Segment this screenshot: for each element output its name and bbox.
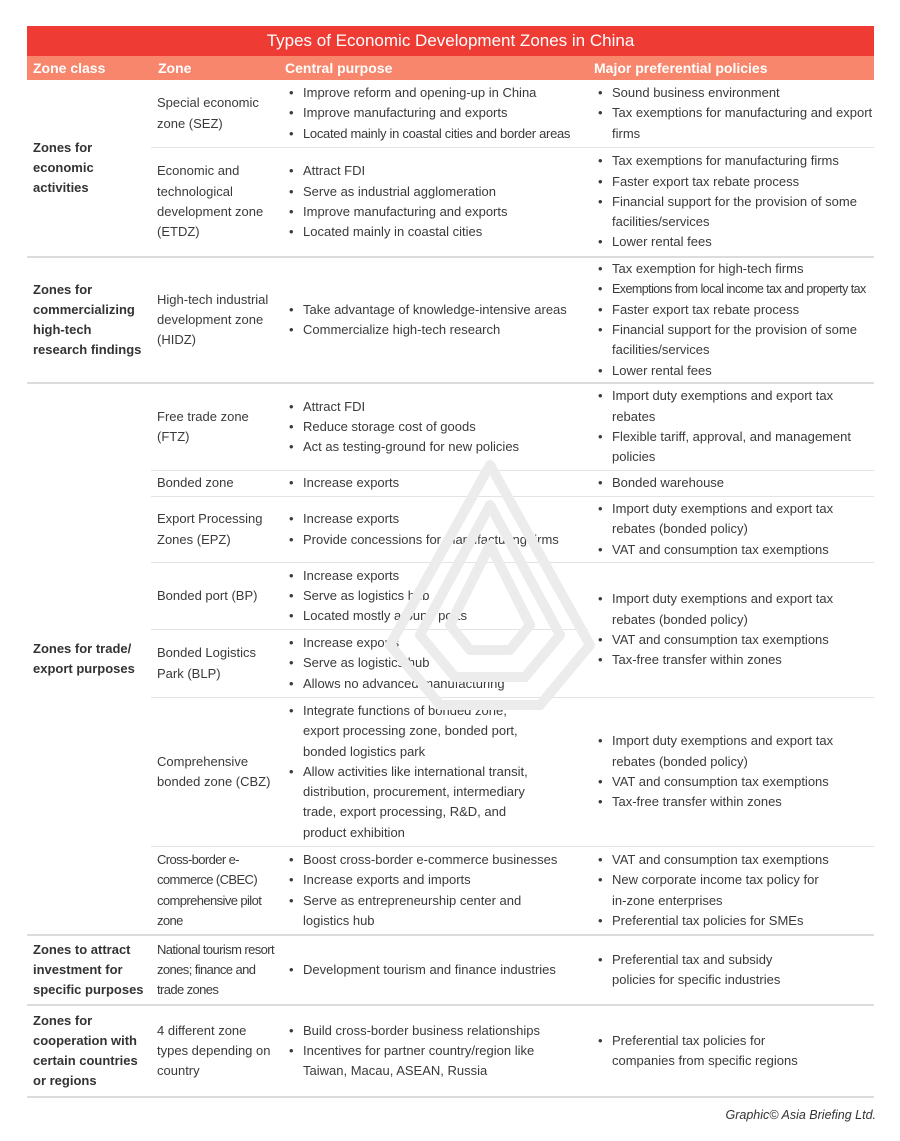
- table-row: [151, 1006, 874, 1096]
- policies-cell: [588, 258, 874, 382]
- group-high-tech: [27, 258, 874, 384]
- header-zone: Zone: [158, 60, 192, 76]
- purpose-cell: [279, 847, 588, 934]
- list-item: • Serve as industrial agglomeration: [285, 182, 508, 202]
- list-item: • Allows no advanced manufacturing: [285, 674, 505, 694]
- purpose-cell: [279, 384, 588, 470]
- table-header: [27, 56, 874, 80]
- list-item: • Financial support for the provision of some facilities/services: [594, 320, 874, 361]
- zone-name: Bonded port (BP): [157, 587, 258, 603]
- table-title: Types of Economic Development Zones in China: [27, 26, 874, 56]
- list-item: • Serve as entrepreneurship center and logistics hub: [285, 891, 557, 932]
- zone-name: Bonded Logistics Park (BLP): [157, 645, 257, 681]
- list-item: • Tax-free transfer within zones: [594, 650, 874, 670]
- list-item: • Increase exports: [285, 566, 467, 586]
- group-label: Zones for economic activities: [33, 140, 94, 195]
- purpose-cell: [279, 936, 588, 1004]
- zone-name: National tourism resort zones; finance and trade zones: [157, 941, 274, 998]
- list-item: • Act as testing-ground for new policies: [285, 437, 519, 457]
- group-label: Zones for commercializing high-tech research findings: [33, 282, 142, 357]
- list-item: • Take advantage of knowledge-intensive areas: [285, 300, 567, 320]
- list-item: • Boost cross-border e-commerce businesses: [285, 850, 557, 870]
- purpose-cell: [279, 80, 588, 147]
- list-item: • Import duty exemptions and export tax rebates (bonded policy): [594, 589, 874, 630]
- policies-cell: [588, 497, 874, 562]
- zone-name: Bonded zone: [157, 475, 234, 491]
- list-item: • Import duty exemptions and export tax rebates (bonded policy): [594, 731, 874, 772]
- group-label: Zones to attract investment for specific purposes: [33, 942, 144, 997]
- zone-name: Special economic zone (SEZ): [157, 95, 259, 131]
- list-item: • Improve manufacturing and exports: [285, 103, 570, 123]
- group-label: Zones for trade/ export purposes: [33, 641, 135, 676]
- list-item: • Improve manufacturing and exports: [285, 202, 508, 222]
- list-item: • New corporate income tax policy for in-zone enterprises: [594, 870, 834, 911]
- header-policies: Major preferential policies: [594, 60, 768, 76]
- list-item: • Commercialize high-tech research: [285, 320, 567, 340]
- list-item: • Increase exports: [285, 473, 399, 493]
- list-item: • Reduce storage cost of goods: [285, 417, 519, 437]
- policies-cell: [588, 698, 874, 846]
- policies-cell: [588, 471, 874, 496]
- purpose-cell: [279, 563, 588, 629]
- zone-name: Free trade zone (FTZ): [157, 408, 249, 444]
- list-item: • Allow activities like international transit, distribution, procurement, intermediary trade, export processing, R&D, and product exhibition: [285, 762, 528, 843]
- list-item: • Faster export tax rebate process: [594, 172, 874, 192]
- purpose-cell: [279, 258, 588, 382]
- list-item: • Preferential tax policies for SMEs: [594, 911, 834, 931]
- group-cooperation: [27, 1006, 874, 1098]
- list-item: • Increase exports: [285, 633, 505, 653]
- list-item: • Import duty exemptions and export tax rebates: [594, 386, 874, 427]
- zones-table: [27, 26, 874, 1098]
- list-item: • Incentives for partner country/region like Taiwan, Macau, ASEAN, Russia: [285, 1041, 558, 1082]
- table-row: [151, 630, 588, 697]
- policies-cell: [588, 936, 874, 1004]
- list-item: • Increase exports: [285, 509, 559, 529]
- table-row: [151, 384, 874, 471]
- list-item: • Preferential tax and subsidy policies for specific industries: [594, 950, 814, 991]
- list-item: • Attract FDI: [285, 161, 508, 181]
- list-item: • VAT and consumption tax exemptions: [594, 630, 874, 650]
- list-item: • Financial support for the provision of some facilities/services: [594, 192, 874, 233]
- list-item: • Flexible tariff, approval, and management policies: [594, 427, 874, 468]
- purpose-cell: [279, 497, 588, 562]
- zone-name: Cross-border e-commerce (CBEC) comprehensive pilot zone: [157, 851, 262, 928]
- table-row: [151, 936, 874, 1004]
- list-item: • Integrate functions of bonded zone, export processing zone, bonded port, bonded logistics park: [285, 701, 528, 762]
- table-row: [151, 471, 874, 497]
- list-item: • Lower rental fees: [594, 232, 874, 252]
- list-item: • Exemptions from local income tax and property tax: [594, 279, 874, 299]
- purpose-cell: [279, 1006, 588, 1096]
- group-specific-purposes: [27, 936, 874, 1006]
- table-row: [151, 258, 874, 382]
- table-row: [151, 497, 874, 563]
- zone-name: High-tech industrial development zone (HIDZ): [157, 291, 269, 348]
- bp-blp-block: [151, 563, 874, 698]
- list-item: • Located mainly in coastal cities and border areas: [285, 124, 570, 144]
- list-item: • Serve as logistics hub: [285, 653, 505, 673]
- table-row: [151, 698, 874, 847]
- table-row: [151, 80, 874, 148]
- zone-name: Comprehensive bonded zone (CBZ): [157, 753, 271, 789]
- list-item: • Provide concessions for manufacturing firms: [285, 530, 559, 550]
- purpose-cell: [279, 148, 588, 256]
- list-item: • Sound business environment: [594, 83, 874, 103]
- purpose-cell: [279, 698, 588, 846]
- purpose-cell: [279, 471, 588, 496]
- list-item: • Located mainly in coastal cities: [285, 222, 508, 242]
- list-item: • Tax exemptions for manufacturing and export firms: [594, 103, 874, 144]
- policies-cell: [588, 384, 874, 470]
- policies-cell: [588, 1006, 874, 1096]
- list-item: • Build cross-border business relationships: [285, 1021, 558, 1041]
- list-item: • Tax exemptions for manufacturing firms: [594, 151, 874, 171]
- table-row: [151, 148, 874, 256]
- list-item: • VAT and consumption tax exemptions: [594, 772, 874, 792]
- list-item: • Tax exemption for high-tech firms: [594, 259, 874, 279]
- list-item: • Located mostly around ports: [285, 606, 467, 626]
- list-item: • VAT and consumption tax exemptions: [594, 540, 874, 560]
- list-item: • Increase exports and imports: [285, 870, 557, 890]
- zone-name: 4 different zone types depending on country: [157, 1022, 271, 1079]
- zone-name: Economic and technological development zone (ETDZ): [157, 163, 264, 240]
- list-item: • Preferential tax policies for companies from specific regions: [594, 1031, 804, 1072]
- header-purpose: Central purpose: [285, 60, 393, 76]
- group-label: Zones for cooperation with certain countries or regions: [33, 1013, 138, 1088]
- list-item: • Import duty exemptions and export tax rebates (bonded policy): [594, 499, 874, 540]
- group-trade-export: [27, 384, 874, 936]
- table-row: [151, 847, 874, 934]
- credit-text: Graphic© Asia Briefing Ltd.: [725, 1108, 876, 1122]
- list-item: • Bonded warehouse: [594, 473, 724, 493]
- list-item: • Lower rental fees: [594, 361, 874, 381]
- list-item: • Improve reform and opening-up in China: [285, 83, 570, 103]
- policies-cell: [588, 80, 874, 147]
- list-item: • Attract FDI: [285, 397, 519, 417]
- list-item: • Faster export tax rebate process: [594, 300, 874, 320]
- list-item: • Tax-free transfer within zones: [594, 792, 874, 812]
- table-row: [151, 563, 588, 630]
- policies-cell: [588, 847, 874, 934]
- list-item: • Serve as logistics hub: [285, 586, 467, 606]
- policies-cell: [588, 148, 874, 256]
- purpose-cell: [279, 630, 588, 697]
- list-item: • VAT and consumption tax exemptions: [594, 850, 834, 870]
- group-economic-activities: [27, 80, 874, 258]
- header-zone-class: Zone class: [33, 60, 106, 76]
- zone-name: Export Processing Zones (EPZ): [157, 511, 263, 547]
- policies-cell: [588, 563, 874, 697]
- list-item: • Development tourism and finance industries: [285, 960, 556, 980]
